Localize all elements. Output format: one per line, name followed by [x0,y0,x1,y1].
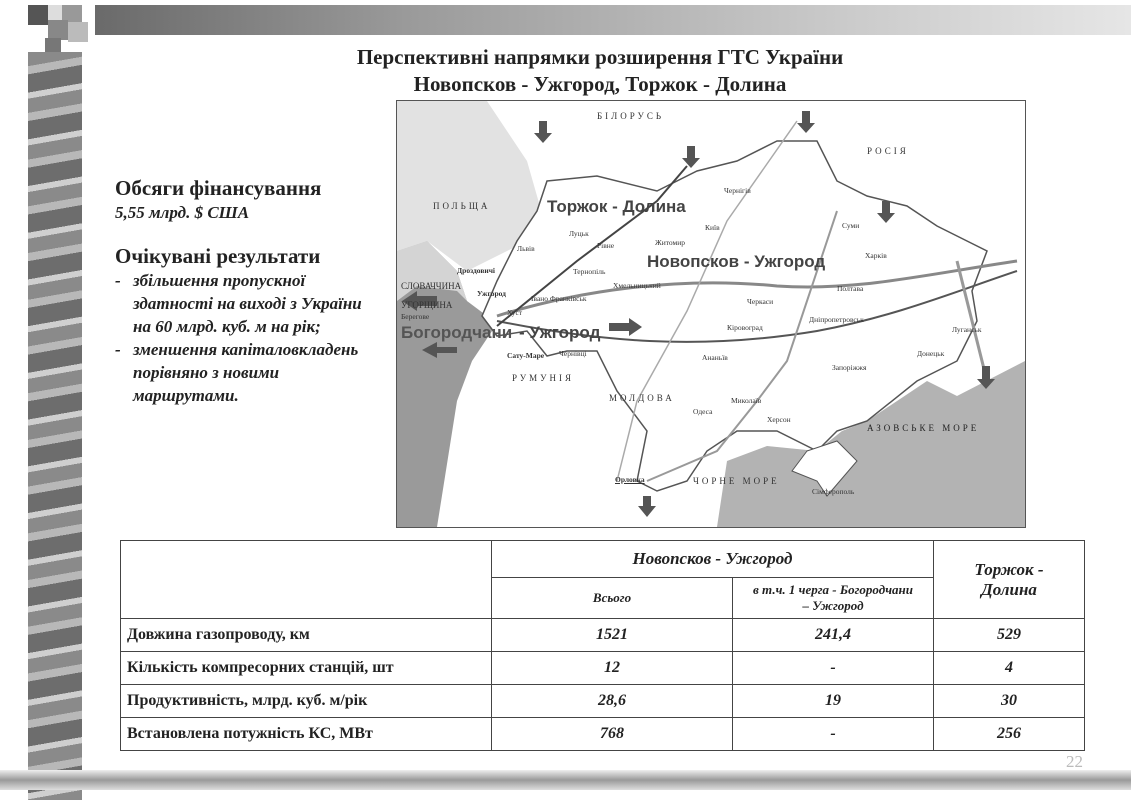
route-label-torzhok-dolyna: Торжок - Долина [547,197,686,216]
table-header-row [121,541,1085,578]
header-novopskov: Новопсков - Ужгород [492,541,934,578]
route-label-bohorodchany: Богородчани [401,323,513,342]
empty-header-cell [121,541,492,619]
city-label: Рівне [597,241,615,250]
page-title [150,44,1050,98]
city-label: Херсон [767,415,791,424]
label-romania: РУМУНІЯ [512,373,575,383]
city-label: Сімферополь [812,487,855,496]
city-label: Суми [842,221,860,230]
page-number: 22 [1066,752,1083,771]
financing-section [115,176,321,224]
arrow-icon [682,146,700,168]
label-hungary: УГОРЩИНА [401,300,453,310]
cell-total: 28,6 [492,685,733,718]
header-stage1: в т.ч. 1 черга - Богородчани – Ужгород [733,578,934,619]
result-line: на 60 млрд. куб. м на рік; [133,317,321,336]
cell-torzhok: 529 [934,619,1085,652]
cell-torzhok: 256 [934,718,1085,751]
result-line: здатності на виході з України [133,294,362,313]
city-label: Житомир [655,238,686,247]
table-row [121,619,1085,652]
bullet: - [115,271,121,290]
city-label: Миколаїв [731,396,762,405]
label-azov-sea: АЗОВСЬКЕ МОРЕ [867,423,980,433]
arrow-icon [638,496,656,517]
cell-torzhok: 30 [934,685,1085,718]
city-label: Чернігів [724,186,751,195]
city-label: Запоріжжя [832,363,867,372]
city-label: Львів [517,244,535,253]
table-row [121,652,1085,685]
financing-heading: Обсяги фінансування [115,176,322,200]
row-label: Встановлена потужність КС, МВт [121,718,492,751]
side-photo [28,52,82,800]
cell-stage1: - [733,718,934,751]
arrow-icon [797,111,815,133]
city-label: Івано Франківськ [531,294,587,303]
table-row [121,718,1085,751]
row-label: Довжина газопроводу, км [121,619,492,652]
result-item [115,269,393,338]
footer-band [0,770,1131,790]
city-label: Орловка [615,475,645,484]
header-torzhok: Торжок - Долина [934,541,1085,619]
route-label-uzhhorod: - Ужгород [519,323,601,342]
city-label: Дніпропетровськ [809,315,864,324]
city-label: Тернопіль [573,267,606,276]
city-label: Кіровоград [727,323,763,332]
label-moldova: МОЛДОВА [609,393,675,403]
city-label: Ананьїв [702,353,728,362]
city-label: Хуст [507,308,523,317]
cell-total: 12 [492,652,733,685]
row-label: Продуктивність, млрд. куб. м/рік [121,685,492,718]
table-row [121,685,1085,718]
cell-torzhok: 4 [934,652,1085,685]
city-label: Чернівці [559,349,587,358]
label-black-sea: ЧОРНЕ МОРЕ [693,476,780,486]
bullet: - [115,340,121,359]
pipeline-map [396,100,1026,528]
results-heading: Очікувані результати [115,244,321,268]
city-label: Хмельницький [613,281,661,290]
result-item [115,338,393,407]
city-label: Ужгород [477,289,506,298]
arrow-icon [534,121,552,143]
title-line-2: Новопсков - Ужгород, Торжок - Долина [413,72,787,96]
map-drawing [397,101,1025,527]
label-poland: ПОЛЬЩА [433,201,491,211]
city-label: Берегове [401,312,430,321]
header-total: Всього [492,578,733,619]
row-label: Кількість компресорних станцій, шт [121,652,492,685]
result-line: маршрутами. [133,386,239,405]
city-label: Київ [705,223,720,232]
label-belarus: БІЛОРУСЬ [597,111,665,121]
label-slovakia: СЛОВАЧЧИНА [401,281,462,291]
city-label: Полтава [837,284,864,293]
city-label: Луцьк [569,229,589,238]
city-label: Луганськ [952,325,982,334]
city-label: Сату-Маре [507,351,545,360]
label-russia: РОСІЯ [867,146,909,156]
cell-stage1: 19 [733,685,934,718]
results-section [115,244,393,407]
header-band [95,5,1131,35]
cell-stage1: - [733,652,934,685]
city-label: Харків [865,251,887,260]
city-label: Черкаси [747,297,774,306]
result-line: порівняно з новими [133,363,280,382]
title-line-1: Перспективні напрямки розширення ГТС України [356,45,844,69]
financing-value: 5,55 млрд. $ США [115,203,250,222]
cell-total: 1521 [492,619,733,652]
result-line: зменшення капіталовкладень [133,340,359,359]
route-label-novopskov-uzhhorod: Новопсков - Ужгород [647,252,826,271]
city-label: Дроздовичі [457,266,496,275]
cell-stage1: 241,4 [733,619,934,652]
project-comparison-table [120,540,1085,751]
city-label: Одеса [693,407,713,416]
result-line: збільшення пропускної [133,271,306,290]
cell-total: 768 [492,718,733,751]
city-label: Донецьк [917,349,945,358]
